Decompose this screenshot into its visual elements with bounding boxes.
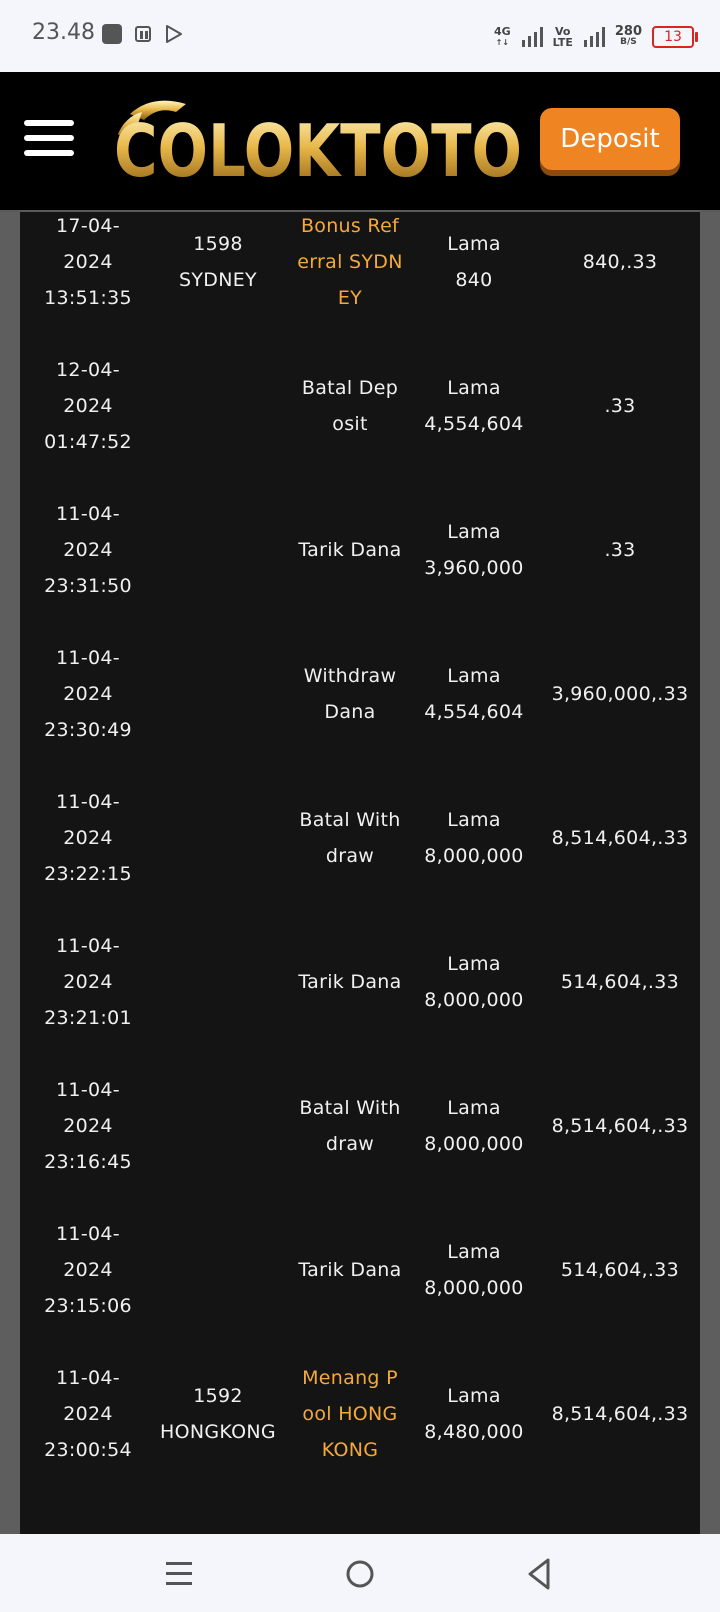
- transaction-amount: Lama 8,000,000: [424, 1241, 524, 1299]
- app-notification-icon: [102, 24, 122, 44]
- transaction-balance: .33: [604, 395, 636, 417]
- table-row: [20, 332, 700, 480]
- transaction-balance: 8,514,604,.33: [551, 1403, 689, 1425]
- volte-label: Vo LTE: [552, 25, 573, 49]
- transaction-date: 17-04- 2024 13:51:35: [44, 215, 132, 309]
- transaction-period: 1598 SYDNEY: [179, 233, 257, 291]
- back-icon[interactable]: [518, 1552, 562, 1596]
- transaction-balance: 840,.33: [582, 251, 658, 273]
- transaction-balance: 8,514,604,.33: [551, 827, 689, 849]
- transaction-history-table[interactable]: [20, 212, 700, 1534]
- battery-icon: 13: [652, 26, 694, 48]
- table-row: [20, 212, 700, 336]
- site-logo[interactable]: [112, 94, 532, 190]
- deposit-button[interactable]: Deposit: [540, 108, 680, 170]
- transaction-description: Tarik Dana: [298, 1259, 402, 1281]
- transaction-amount: Lama 3,960,000: [424, 521, 524, 579]
- transaction-amount: Lama 8,000,000: [424, 953, 524, 1011]
- transaction-date: 11-04- 2024 23:15:06: [44, 1223, 132, 1317]
- wallet-notification-icon: [134, 24, 154, 44]
- transaction-description: Tarik Dana: [298, 971, 402, 993]
- transaction-description: Batal With draw: [299, 809, 401, 867]
- transaction-amount: Lama 4,554,604: [424, 377, 524, 435]
- transaction-description: Batal Dep osit: [301, 377, 399, 435]
- data-speed: 280 B/S: [614, 24, 642, 47]
- transaction-date: 11-04- 2024 23:21:01: [44, 935, 132, 1029]
- transaction-balance: 8,514,604,.33: [551, 1115, 689, 1137]
- transaction-description: Batal With draw: [299, 1097, 401, 1155]
- transaction-amount: Lama 840: [447, 233, 501, 291]
- table-row: [20, 1196, 700, 1344]
- transaction-amount: Lama 8,480,000: [424, 1385, 524, 1443]
- site-header: [0, 72, 720, 212]
- signal-icon-2: [583, 26, 605, 48]
- transaction-amount: Lama 8,000,000: [424, 1097, 524, 1155]
- logo-text: COLOKTOTO: [114, 109, 522, 190]
- menu-icon[interactable]: [24, 120, 74, 156]
- transaction-balance: 3,960,000,.33: [551, 683, 689, 705]
- network-type: 4G ↑↓: [493, 25, 511, 47]
- transaction-balance: 514,604,.33: [560, 1259, 680, 1281]
- recent-apps-icon[interactable]: [158, 1552, 202, 1596]
- transaction-balance: 514,604,.33: [560, 971, 680, 993]
- table-row: [20, 1052, 700, 1200]
- status-time: 23.48: [32, 20, 95, 45]
- transaction-date: 12-04- 2024 01:47:52: [44, 359, 132, 453]
- table-row: [20, 476, 700, 624]
- table-row: [20, 764, 700, 912]
- system-nav-bar: [0, 1534, 720, 1612]
- transaction-amount: Lama 4,554,604: [424, 665, 524, 723]
- transaction-date: 11-04- 2024 23:30:49: [44, 647, 132, 741]
- signal-icon: [521, 26, 543, 48]
- status-bar: [0, 0, 720, 72]
- transaction-date: 11-04- 2024 23:00:54: [44, 1367, 132, 1461]
- table-row: [20, 620, 700, 768]
- table-row: [20, 908, 700, 1056]
- transaction-description: Tarik Dana: [298, 539, 402, 561]
- transaction-amount: Lama 8,000,000: [424, 809, 524, 867]
- transaction-balance: .33: [604, 539, 636, 561]
- transaction-description: Withdraw Dana: [303, 665, 397, 723]
- transaction-description: Menang P ool HONG KONG: [302, 1367, 398, 1461]
- home-icon[interactable]: [338, 1552, 382, 1596]
- transaction-date: 11-04- 2024 23:31:50: [44, 503, 132, 597]
- play-store-icon: [164, 24, 184, 44]
- transaction-description: Bonus Ref erral SYDN EY: [297, 215, 403, 309]
- transaction-date: 11-04- 2024 23:16:45: [44, 1079, 132, 1173]
- table-row: [20, 1340, 700, 1488]
- transaction-period: 1592 HONGKONG: [160, 1385, 276, 1443]
- transaction-date: 11-04- 2024 23:22:15: [44, 791, 132, 885]
